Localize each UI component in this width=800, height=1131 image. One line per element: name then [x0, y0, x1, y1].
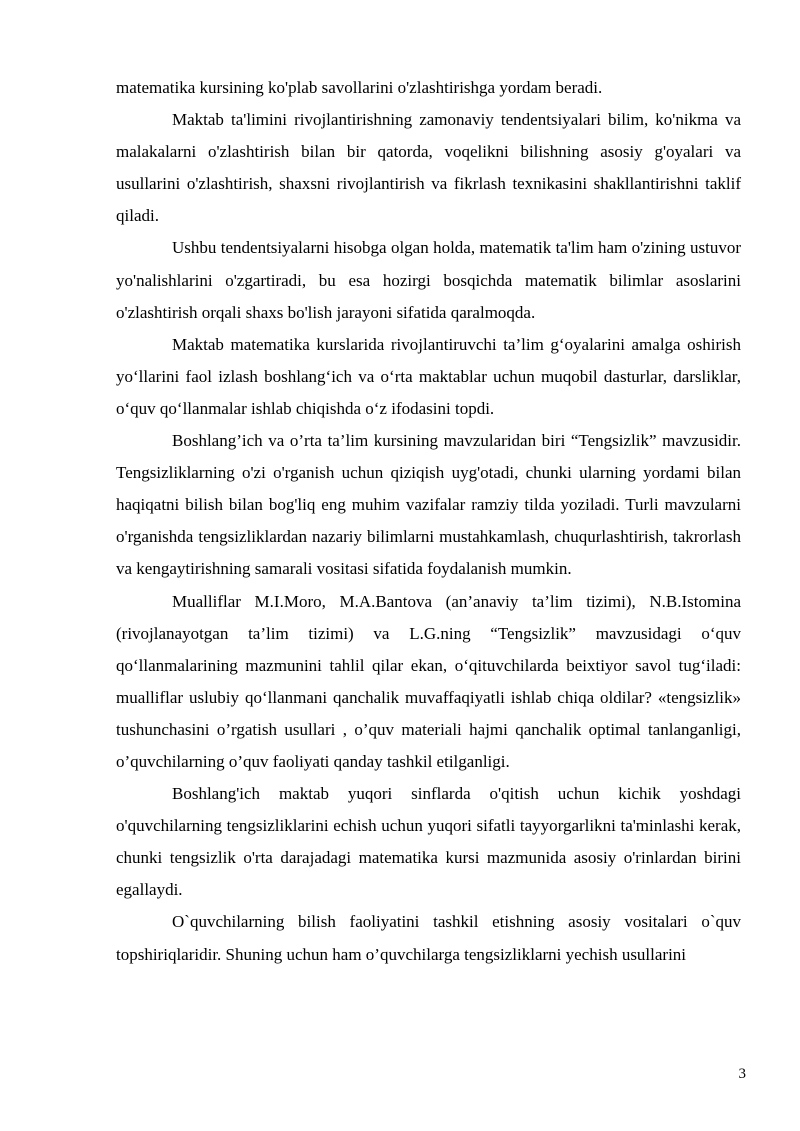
paragraph: O`quvchilarning bilish faoliyatini tashkil etishning asosiy vositalari o`quv topshiriqlaridir. Shuning uchun ham o’quvchilarga tengsizliklarni yechish usullarini [116, 912, 741, 964]
paragraph: Maktab matematika kurslarida rivojlantiruvchi ta’lim g‘oyalarini amalga oshirish yo‘llarini faol izlash boshlang‘ich va o‘rta maktablar uchun muqobil dasturlar, darsliklar, o‘quv qo‘llanmalar ishlab chiqishda o‘z ifodasini topdi. [116, 334, 741, 418]
paragraph: Boshlang’ich va o’rta ta’lim kursining mavzularidan biri “Tengsizlik” mavzusidir. Tengsizliklarning o'zi o'rganish uchun qiziqish uyg'otadi, chunki ularning yordami bilan haqiqatni bilish bilan bog'liq eng muhim vazifalar ramziy tilda yoziladi. Turli mavzularni o'rganishda tengsizliklardan nazariy bilimlarni mustahkamlash, chuqurlashtirish, takrorlash va kengaytirishning samarali vositasi sifatida foydalanish mumkin. [116, 431, 741, 579]
paragraph: Maktab ta'limini rivojlantirishning zamonaviy tendentsiyalari bilim, ko'nikma va malakalarni o'zlashtirish bilan bir qatorda, voqelikni bilishning asosiy g'oyalari va usullarini o'zlashtirish, shaxsni rivojlantirish va fikrlash texnikasini shakllantirishni taklif qiladi. [116, 110, 741, 226]
paragraph: Boshlang'ich maktab yuqori sinflarda o'qitish uchun kichik yoshdagi o'quvchilarning tengsizliklarini echish uchun yuqori sifatli tayyorgarlikni ta'minlashi kerak, chunki tengsizlik o'rta darajadagi matematika kursi mazmunida asosiy o'rinlardan birini egallaydi. [116, 784, 741, 900]
paragraph: Mualliflar M.I.Moro, M.A.Bantova (an’anaviy ta’lim tizimi), N.B.Istomina (rivojlanayotgan ta’lim tizimi) va L.G.ning “Tengsizlik” mavzusidagi o‘quv qo‘llanmalarining mazmunini tahlil qilar ekan, o‘qituvchilarda beixtiyor savol tug‘iladi: mualliflar uslubiy qo‘llanmani qanchalik muvaffaqiyatli ishlab chiqa oldilar? «tengsizlik» tushunchasini o’rgatish usullari , o’quv materiali hajmi qanchalik optimal tanlanganligi, o’quvchilarning o’quv faoliyati qanday tashkil etilganligi. [116, 591, 741, 771]
paragraph-continuation: matematika kursining ko'plab savollarini o'zlashtirishga yordam beradi. [116, 78, 603, 97]
paragraph: Ushbu tendentsiyalarni hisobga olgan holda, matematik ta'lim ham o'zining ustuvor yo'nalishlarini o'zgartiradi, bu esa hozirgi bosqichda matematik bilimlar asoslarini o'zlashtirish orqali shaxs bo'lish jarayoni sifatida qaralmoqda. [116, 238, 741, 322]
page-number: 3 [738, 1066, 746, 1082]
document-body [116, 72, 741, 971]
